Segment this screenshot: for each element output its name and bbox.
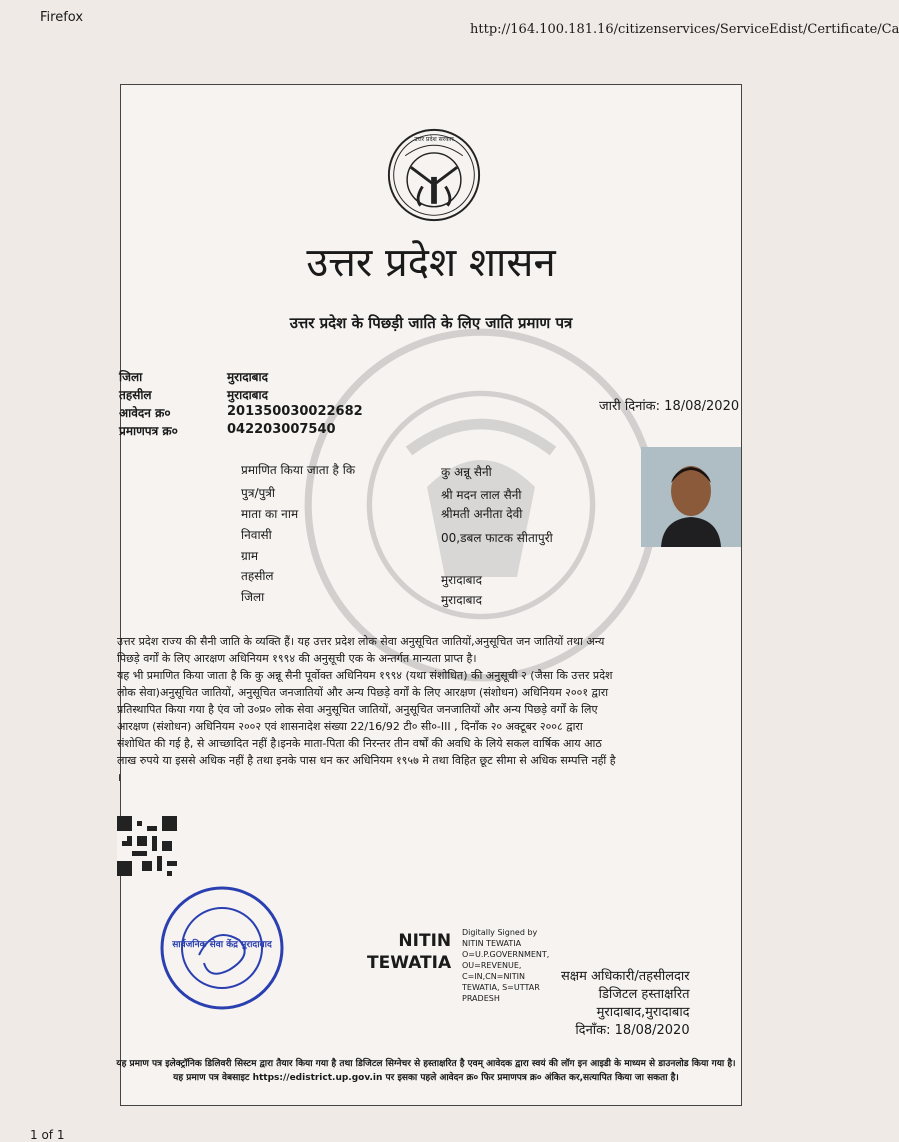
detail-label-certified: प्रमाणित किया जाता है कि <box>241 463 356 477</box>
body-line: यह भी प्रमाणित किया जाता है कि कु अन्नू सैनी पूर्वोक्त अधिनियम १९९४ (यथा संशोधित) की अनुसूची २ (जैसा कि उत्तर प्रदेश <box>117 669 613 682</box>
certificate-body-text <box>117 633 737 786</box>
body-line: । <box>117 771 122 784</box>
field-label-certificate-no: प्रमाणपत्र क्र० <box>119 424 178 438</box>
certificate-subtitle: उत्तर प्रदेश के पिछड़ी जाति के लिए जाति प्रमाण पत्र <box>289 314 573 332</box>
detail-label-village: ग्राम <box>241 549 259 563</box>
detail-value-tehsil: मुरादाबाद <box>441 573 483 587</box>
body-line: प्रतिस्थापित किया गया है एंव जो उ०प्र० लोक सेवा अनुसूचित जातियों, अनुसूचित जनजातियों और अन्य पिछड़े वर्गों के लिए <box>117 703 598 716</box>
field-label-application-no: आवेदन क्र० <box>119 406 171 420</box>
issue-date: जारी दिनांक: 18/08/2020 <box>599 399 740 414</box>
detail-label-resident: निवासी <box>241 528 272 542</box>
body-line: लाख रुपये या इससे अधिक नहीं है तथा इनके पास धन कर अधिनियम १९५७ मे तथा विहित छूट सीमा से अधिक सम्पत्ति नहीं है <box>117 754 616 767</box>
detail-label-tehsil: तहसील <box>241 569 274 583</box>
digital-signature-details: Digitally Signed by NITIN TEWATIA O=U.P.GOVERNMENT, OU=REVENUE, C=IN,CN=NITIN TEWATIA, S=UTTAR PRADESH <box>462 928 550 1003</box>
certificate-sheet <box>116 84 742 1106</box>
seal-text: सार्वजनिक सेवा केंद्र मुरादाबाद <box>172 940 272 950</box>
field-value-certificate-no: 042203007540 <box>227 422 336 437</box>
browser-name: Firefox <box>40 10 84 25</box>
field-value-application-no: 20135003002268​2 <box>227 404 363 419</box>
body-line: संशोधित की गई है, से आच्छादित नहीं है।इनके माता-पिता की निरन्तर तीन वर्षों की अवधि के लिये सकल वार्षिक आय आठ <box>117 737 602 750</box>
applicant-photo <box>641 447 741 547</box>
certificate-title: उत्तर प्रदेश शासन <box>306 240 556 286</box>
signer-name: NITIN TEWATIA <box>367 931 452 973</box>
qr-code-icon <box>117 815 177 877</box>
field-value-district: मुरादाबाद <box>227 370 269 384</box>
field-label-tehsil: तहसील <box>119 388 152 402</box>
detail-label-son-daughter: पुत्र/पुत्री <box>241 486 276 500</box>
issuing-officer: सक्षम अधिकारी/तहसीलदार डिजिटल हस्ताक्षरित मुरादाबाद,मुरादाबाद दिनाँक: 18/08/2020 <box>561 969 690 1038</box>
body-line: लोक सेवा)अनुसूचित जातियों, अनुसूचित जनजातियों और अन्य पिछड़े वर्गों के लिए आरक्षण (संशोधन) अधिनियम २००१ द्वारा <box>117 686 609 699</box>
field-label-district: जिला <box>119 370 143 384</box>
detail-value-father: श्री मदन लाल सैनी <box>441 488 522 502</box>
detail-value-district: मुरादाबाद <box>441 593 483 607</box>
detail-value-name: कु अन्नू सैनी <box>441 465 492 479</box>
emblem-text: उत्तर प्रदेश सरकार <box>414 136 454 143</box>
detail-value-mother: श्रीमती अनीता देवी <box>441 507 523 521</box>
page-url: http://164.100.181.16/citizenservices/ServiceEdist/Certificate/Ca <box>470 22 899 37</box>
detail-label-district: जिला <box>241 590 265 604</box>
page-indicator: 1 of 1 <box>30 1128 65 1142</box>
body-line: आरक्षण (संशोधन) अधिनियम २००२ एवं शासनादेश संख्या 22/16/92 टी० सी०-III , दिनाँक २० अक्टूबर २००८ द्वारा <box>117 720 583 733</box>
detail-value-resident: 00,डबल फाटक सीतापुरी <box>441 531 553 545</box>
body-line: उत्तर प्रदेश राज्य की सैनी जाति के व्यक्ति हैं। यह उत्तर प्रदेश लोक सेवा अनुसूचित जातियों,अनुसूचित जन जातियों तथा अन्य <box>117 635 605 648</box>
detail-label-mother: माता का नाम <box>241 507 299 521</box>
field-value-tehsil: मुरादाबाद <box>227 388 269 402</box>
body-line: पिछड़े वर्गों के लिए आरक्षण अधिनियम १९९४ की अनुसूची एक के अन्तर्गत मान्यता प्राप्त है। <box>117 652 477 665</box>
footer-note: यह प्रमाण पत्र इलेक्ट्रॉनिक डिलिवरी सिस्टम द्वारा तैयार किया गया है तथा डिजिटल सिग्नेचर से हस्ताक्षरित है एवम् आवेदक द्वारा स्वयं की लॉग इन आइडी के माध्यम से डाउनलोड किया गया है। यह प्रमाण पत्र वेबसाइट https://edistrict.up.gov.in पर इसका पहले आवेदन क्र० फिर प्रमाणपत्र क्र० अंकित कर,सत्यापित किया जा सकता है। <box>116 1059 736 1083</box>
office-seal <box>159 885 285 1011</box>
